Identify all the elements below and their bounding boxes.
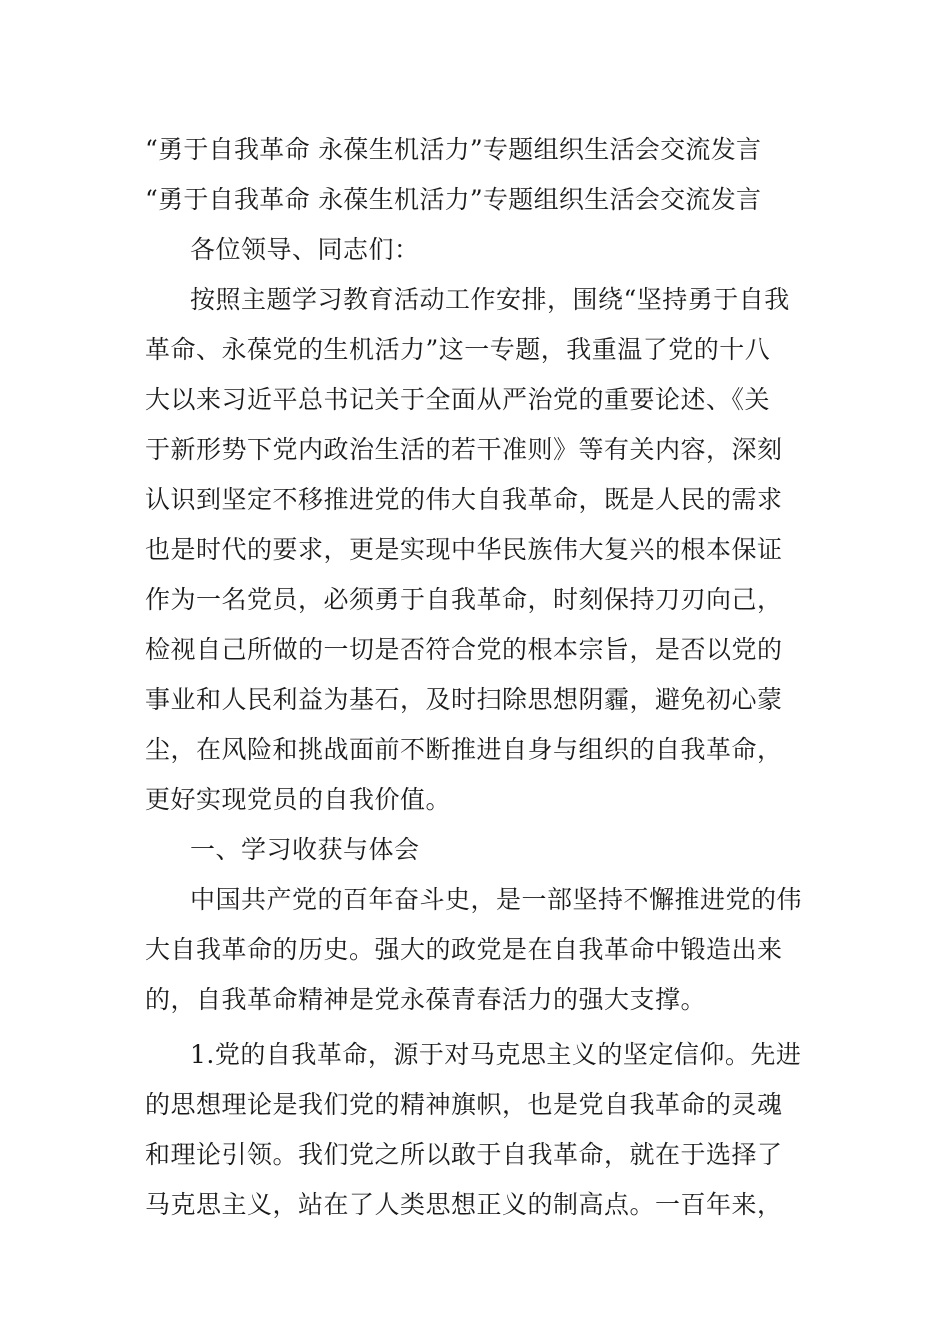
paragraph-line: 尘，在风险和挑战面前不断推进自身与组织的自我革命， bbox=[145, 735, 783, 764]
paragraph-line: 革命、永葆党的生机活力”这一专题，我重温了党的十八 bbox=[145, 335, 771, 364]
paragraph-line: 更好实现党员的自我价值。 bbox=[145, 785, 452, 814]
paragraph-line: 按照主题学习教育活动工作安排，围绕“坚持勇于自我 bbox=[190, 285, 790, 314]
salutation: 各位领导、同志们： bbox=[190, 235, 420, 264]
paragraph-line: 和理论引领。我们党之所以敢于自我革命，就在于选择了 bbox=[145, 1140, 783, 1169]
paragraph-line: 大自我革命的历史。强大的政党是在自我革命中锻造出来 bbox=[145, 935, 783, 964]
paragraph-line: 的，自我革命精神是党永葆青春活力的强大支撑。 bbox=[145, 985, 707, 1014]
paragraph-line: 事业和人民利益为基石，及时扫除思想阴霾，避免初心蒙 bbox=[145, 685, 783, 714]
paragraph-line: 1.党的自我革命，源于对马克思主义的坚定信仰。先进 bbox=[190, 1040, 802, 1069]
paragraph-line: 也是时代的要求，更是实现中华民族伟大复兴的根本保证 bbox=[145, 535, 783, 564]
paragraph-line: 认识到坚定不移推进党的伟大自我革命，既是人民的需求 bbox=[145, 485, 783, 514]
document-title-repeat: “勇于自我革命 永葆生机活力”专题组织生活会交流发言 bbox=[145, 185, 762, 214]
document-title: “勇于自我革命 永葆生机活力”专题组织生活会交流发言 bbox=[145, 135, 762, 164]
section-heading: 一、学习收获与体会 bbox=[190, 835, 420, 864]
paragraph-line: 马克思主义，站在了人类思想正义的制高点。一百年来， bbox=[145, 1190, 783, 1219]
paragraph-line: 中国共产党的百年奋斗史，是一部坚持不懈推进党的伟 bbox=[190, 885, 803, 914]
paragraph-line: 的思想理论是我们党的精神旗帜，也是党自我革命的灵魂 bbox=[145, 1090, 783, 1119]
paragraph-line: 大以来习近平总书记关于全面从严治党的重要论述、《关 bbox=[145, 385, 771, 414]
paragraph-line: 作为一名党员，必须勇于自我革命，时刻保持刀刃向己， bbox=[145, 585, 783, 614]
paragraph-line: 于新形势下党内政治生活的若干准则》等有关内容，深刻 bbox=[145, 435, 783, 464]
paragraph-line: 检视自己所做的一切是否符合党的根本宗旨，是否以党的 bbox=[145, 635, 783, 664]
